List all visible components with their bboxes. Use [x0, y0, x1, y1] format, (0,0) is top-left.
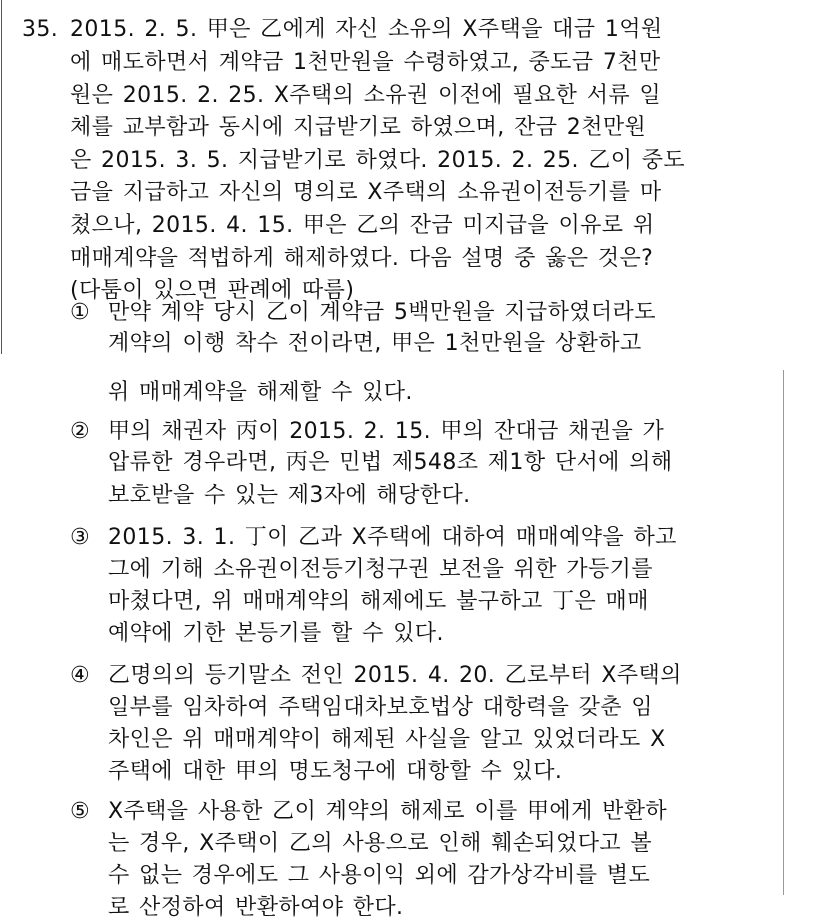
option-line: 乙명의의 등기말소 전인 2015. 4. 20. 乙로부터 X주택의: [108, 663, 682, 688]
option-line: 2015. 3. 1. 丁이 乙과 X주택에 대하여 매매예약을 하고: [108, 525, 677, 550]
stem-line: 원은 2015. 2. 25. X주택의 소유권 이전에 필요한 서류 일: [70, 83, 662, 108]
option-line: 그에 기해 소유권이전등기청구권 보전을 위한 가등기를: [108, 557, 653, 582]
option-marker: ⑤: [70, 799, 90, 824]
stem-line: 금을 지급하고 자신의 명의로 X주택의 소유권이전등기를 마: [70, 180, 662, 205]
right-border-rule: [783, 370, 784, 895]
option-line: 계약의 이행 착수 전이라면, 甲은 1천만원을 상환하고: [108, 331, 642, 356]
option-marker: ③: [70, 525, 90, 550]
option-line: 로 산정하여 반환하여야 한다.: [108, 895, 404, 920]
option-line: 압류한 경우라면, 丙은 민법 제548조 제1항 단서에 의해: [108, 450, 673, 475]
option-line: 는 경우, X주택이 乙의 사용으로 인해 훼손되었다고 볼: [108, 831, 653, 856]
stem-line: 은 2015. 3. 5. 지급받기로 하였다. 2015. 2. 25. 乙이 중도: [70, 148, 686, 173]
option-line: 만약 계약 당시 乙이 계약금 5백만원을 지급하였더라도: [108, 300, 656, 325]
stem-line: 에 매도하면서 계약금 1천만원을 수령하였고, 중도금 7천만: [70, 50, 661, 75]
option-marker: ①: [70, 300, 90, 325]
option-line: 마쳤다면, 위 매매계약의 해제에도 불구하고 丁은 매매: [108, 589, 649, 614]
left-border-rule: [1, 0, 2, 354]
stem-note: (다툼이 있으면 판례에 따름): [70, 278, 355, 303]
stem-line: 쳤으나, 2015. 4. 15. 甲은 乙의 잔금 미지급을 이유로 위: [70, 213, 655, 238]
question-number: 35.: [22, 17, 59, 42]
option-line: 주택에 대한 甲의 명도청구에 대항할 수 있다.: [108, 759, 563, 784]
option-line: 차인은 위 매매계약이 해제된 사실을 알고 있었더라도 X: [108, 727, 666, 752]
option-line: X주택을 사용한 乙이 계약의 해제로 이를 甲에게 반환하: [108, 799, 668, 824]
option-line: 위 매매계약을 해제할 수 있다.: [108, 380, 413, 405]
option-marker: ②: [70, 419, 90, 444]
stem-line: 체를 교부함과 동시에 지급받기로 하였으며, 잔금 2천만원: [70, 115, 647, 140]
option-marker: ④: [70, 663, 90, 688]
option-line: 일부를 임차하여 주택임대차보호법상 대항력을 갖춘 임: [108, 695, 653, 720]
option-line: 보호받을 수 있는 제3자에 해당한다.: [108, 483, 471, 508]
option-line: 예약에 기한 본등기를 할 수 있다.: [108, 621, 444, 646]
option-line: 수 없는 경우에도 그 사용이익 외에 감가상각비를 별도: [108, 863, 651, 888]
stem-line: 2015. 2. 5. 甲은 乙에게 자신 소유의 X주택을 대금 1억원: [70, 17, 663, 42]
stem-line: 매매계약을 적법하게 해제하였다. 다음 설명 중 옳은 것은?: [70, 246, 654, 271]
option-line: 甲의 채권자 丙이 2015. 2. 15. 甲의 잔대금 채권을 가: [108, 419, 665, 444]
